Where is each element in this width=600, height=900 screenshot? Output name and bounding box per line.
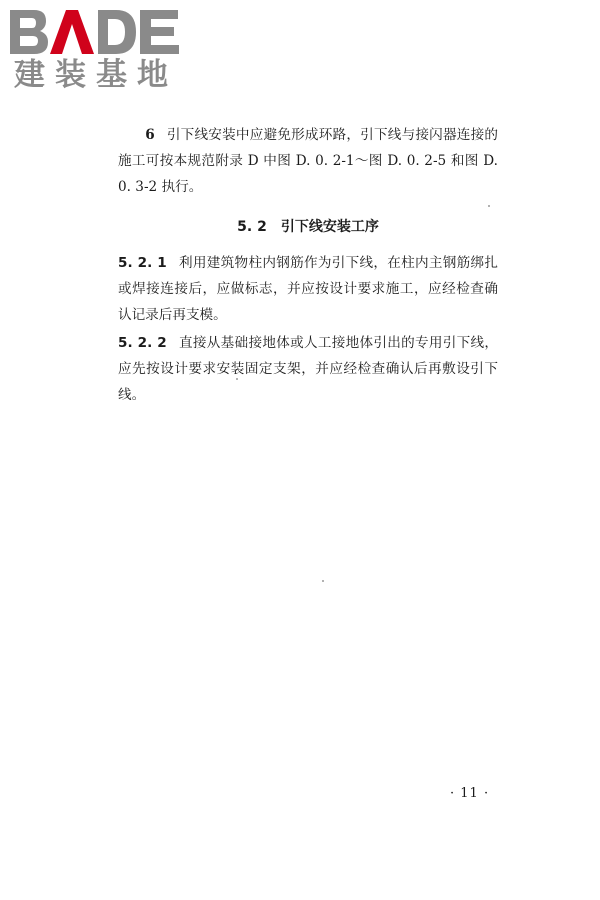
paragraph-6 [118, 122, 498, 200]
scan-speck [322, 580, 324, 582]
page-number: · 11 · [450, 786, 490, 801]
clause-number: 5. 2. 1 [118, 255, 167, 271]
clause-text: 利用建筑物柱内钢筋作为引下线，在柱内主钢筋绑扎或焊接连接后，应做标志，并应按设计要求施工，应经检查确认记录后再支模。 [118, 255, 499, 323]
logo-subtitle: 建装基地 [14, 57, 178, 93]
clause-5-2-1 [118, 250, 498, 328]
section-heading [118, 214, 498, 240]
clause-number: 5. 2. 2 [118, 335, 167, 351]
clause-text: 直接从基础接地体或人工接地体引出的专用引下线，应先按设计要求安装固定支架，并应经检查确认后再敷设引下线。 [118, 335, 499, 403]
bade-logo [8, 4, 183, 99]
clause-5-2-2 [118, 330, 498, 408]
section-title: 引下线安装工序 [280, 219, 379, 235]
bade-logo-mark [8, 4, 183, 60]
section-number: 5. 2 [237, 219, 267, 235]
scan-speck [236, 378, 238, 380]
paragraph-text: 引下线安装中应避免形成环路，引下线与接闪器连接的施工可按本规范附录 D 中图 D. 0. 2-1～图 D. 0. 2-5 和图 D. 0. 3-2 执行。 [118, 127, 498, 195]
scan-speck [488, 205, 490, 207]
page-body [118, 122, 498, 410]
paragraph-number: 6 [145, 127, 155, 143]
